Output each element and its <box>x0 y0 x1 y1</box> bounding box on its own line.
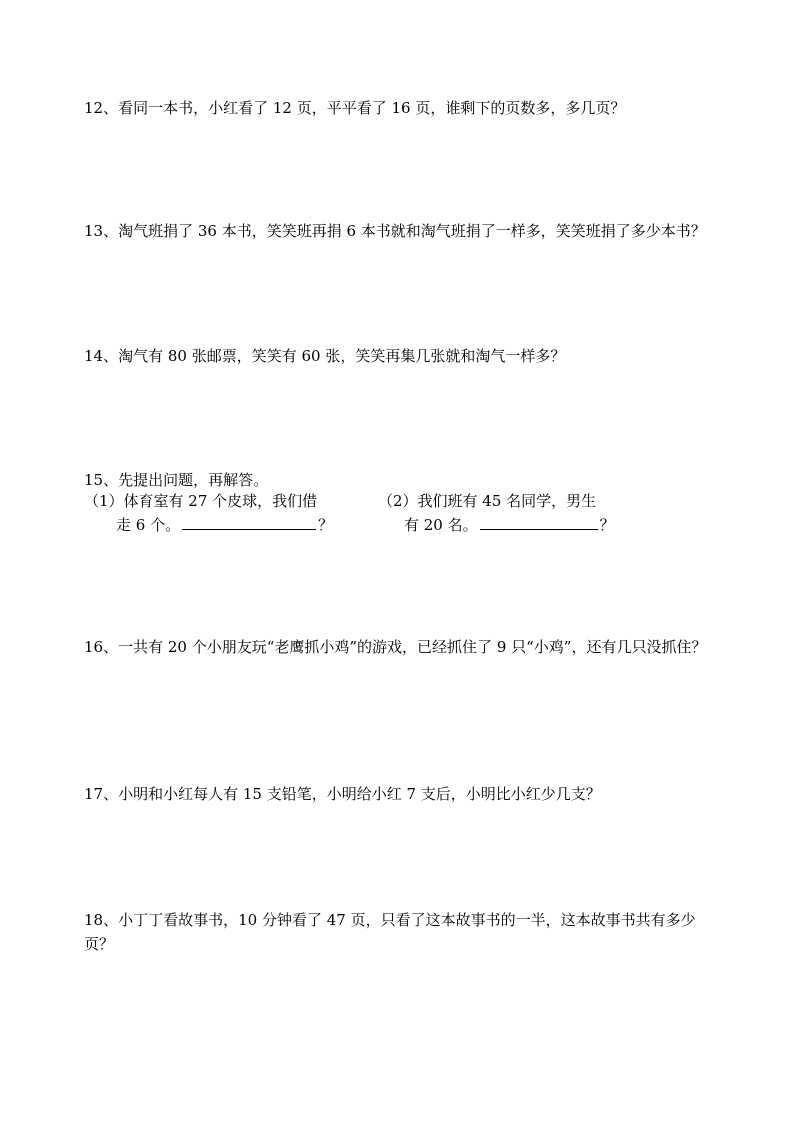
part-2-line-2 <box>378 513 628 537</box>
question-16: 16、一共有 20 个小朋友玩“老鹰抓小鸡”的游戏，已经抓住了 9 只“小鸡”，还有几只没抓住？ <box>84 638 707 656</box>
answer-blank-2[interactable] <box>480 513 598 530</box>
question-12: 12、看同一本书，小红看了 12 页，平平看了 16 页，谁剩下的页数多，多几页？ <box>84 99 626 117</box>
part-1-line-1: （1）体育室有 27 个皮球，我们借 <box>84 492 318 510</box>
question-18: 18、小丁丁看故事书，10 分钟看了 47 页，只看了这本故事书的一半，这本故事书共有多少页？ <box>84 911 696 953</box>
question-17: 17、小明和小红每人有 15 支铅笔，小明给小红 7 支后，小明比小红少几支？ <box>84 785 601 803</box>
part-1-line-2 <box>84 513 354 537</box>
part-2-text: 有 20 名。 <box>404 516 478 534</box>
question-15: 15、先提出问题，再解答。 <box>84 471 269 489</box>
question-15-part-2 <box>378 490 628 537</box>
question-15-part-1 <box>84 490 354 537</box>
question-13: 13、淘气班捐了 36 本书，笑笑班再捐 6 本书就和淘气班捐了一样多，笑笑班捐了多少本书？ <box>84 222 706 240</box>
part-1-text: 走 6 个。 <box>116 516 181 534</box>
answer-blank-1[interactable] <box>182 513 316 530</box>
question-14: 14、淘气有 80 张邮票，笑笑有 60 张，笑笑再集几张就和淘气一样多？ <box>84 347 566 365</box>
question-mark-1: ？ <box>318 516 334 534</box>
part-2-line-1: （2）我们班有 45 名同学，男生 <box>378 492 597 510</box>
question-mark-2: ？ <box>599 516 615 534</box>
